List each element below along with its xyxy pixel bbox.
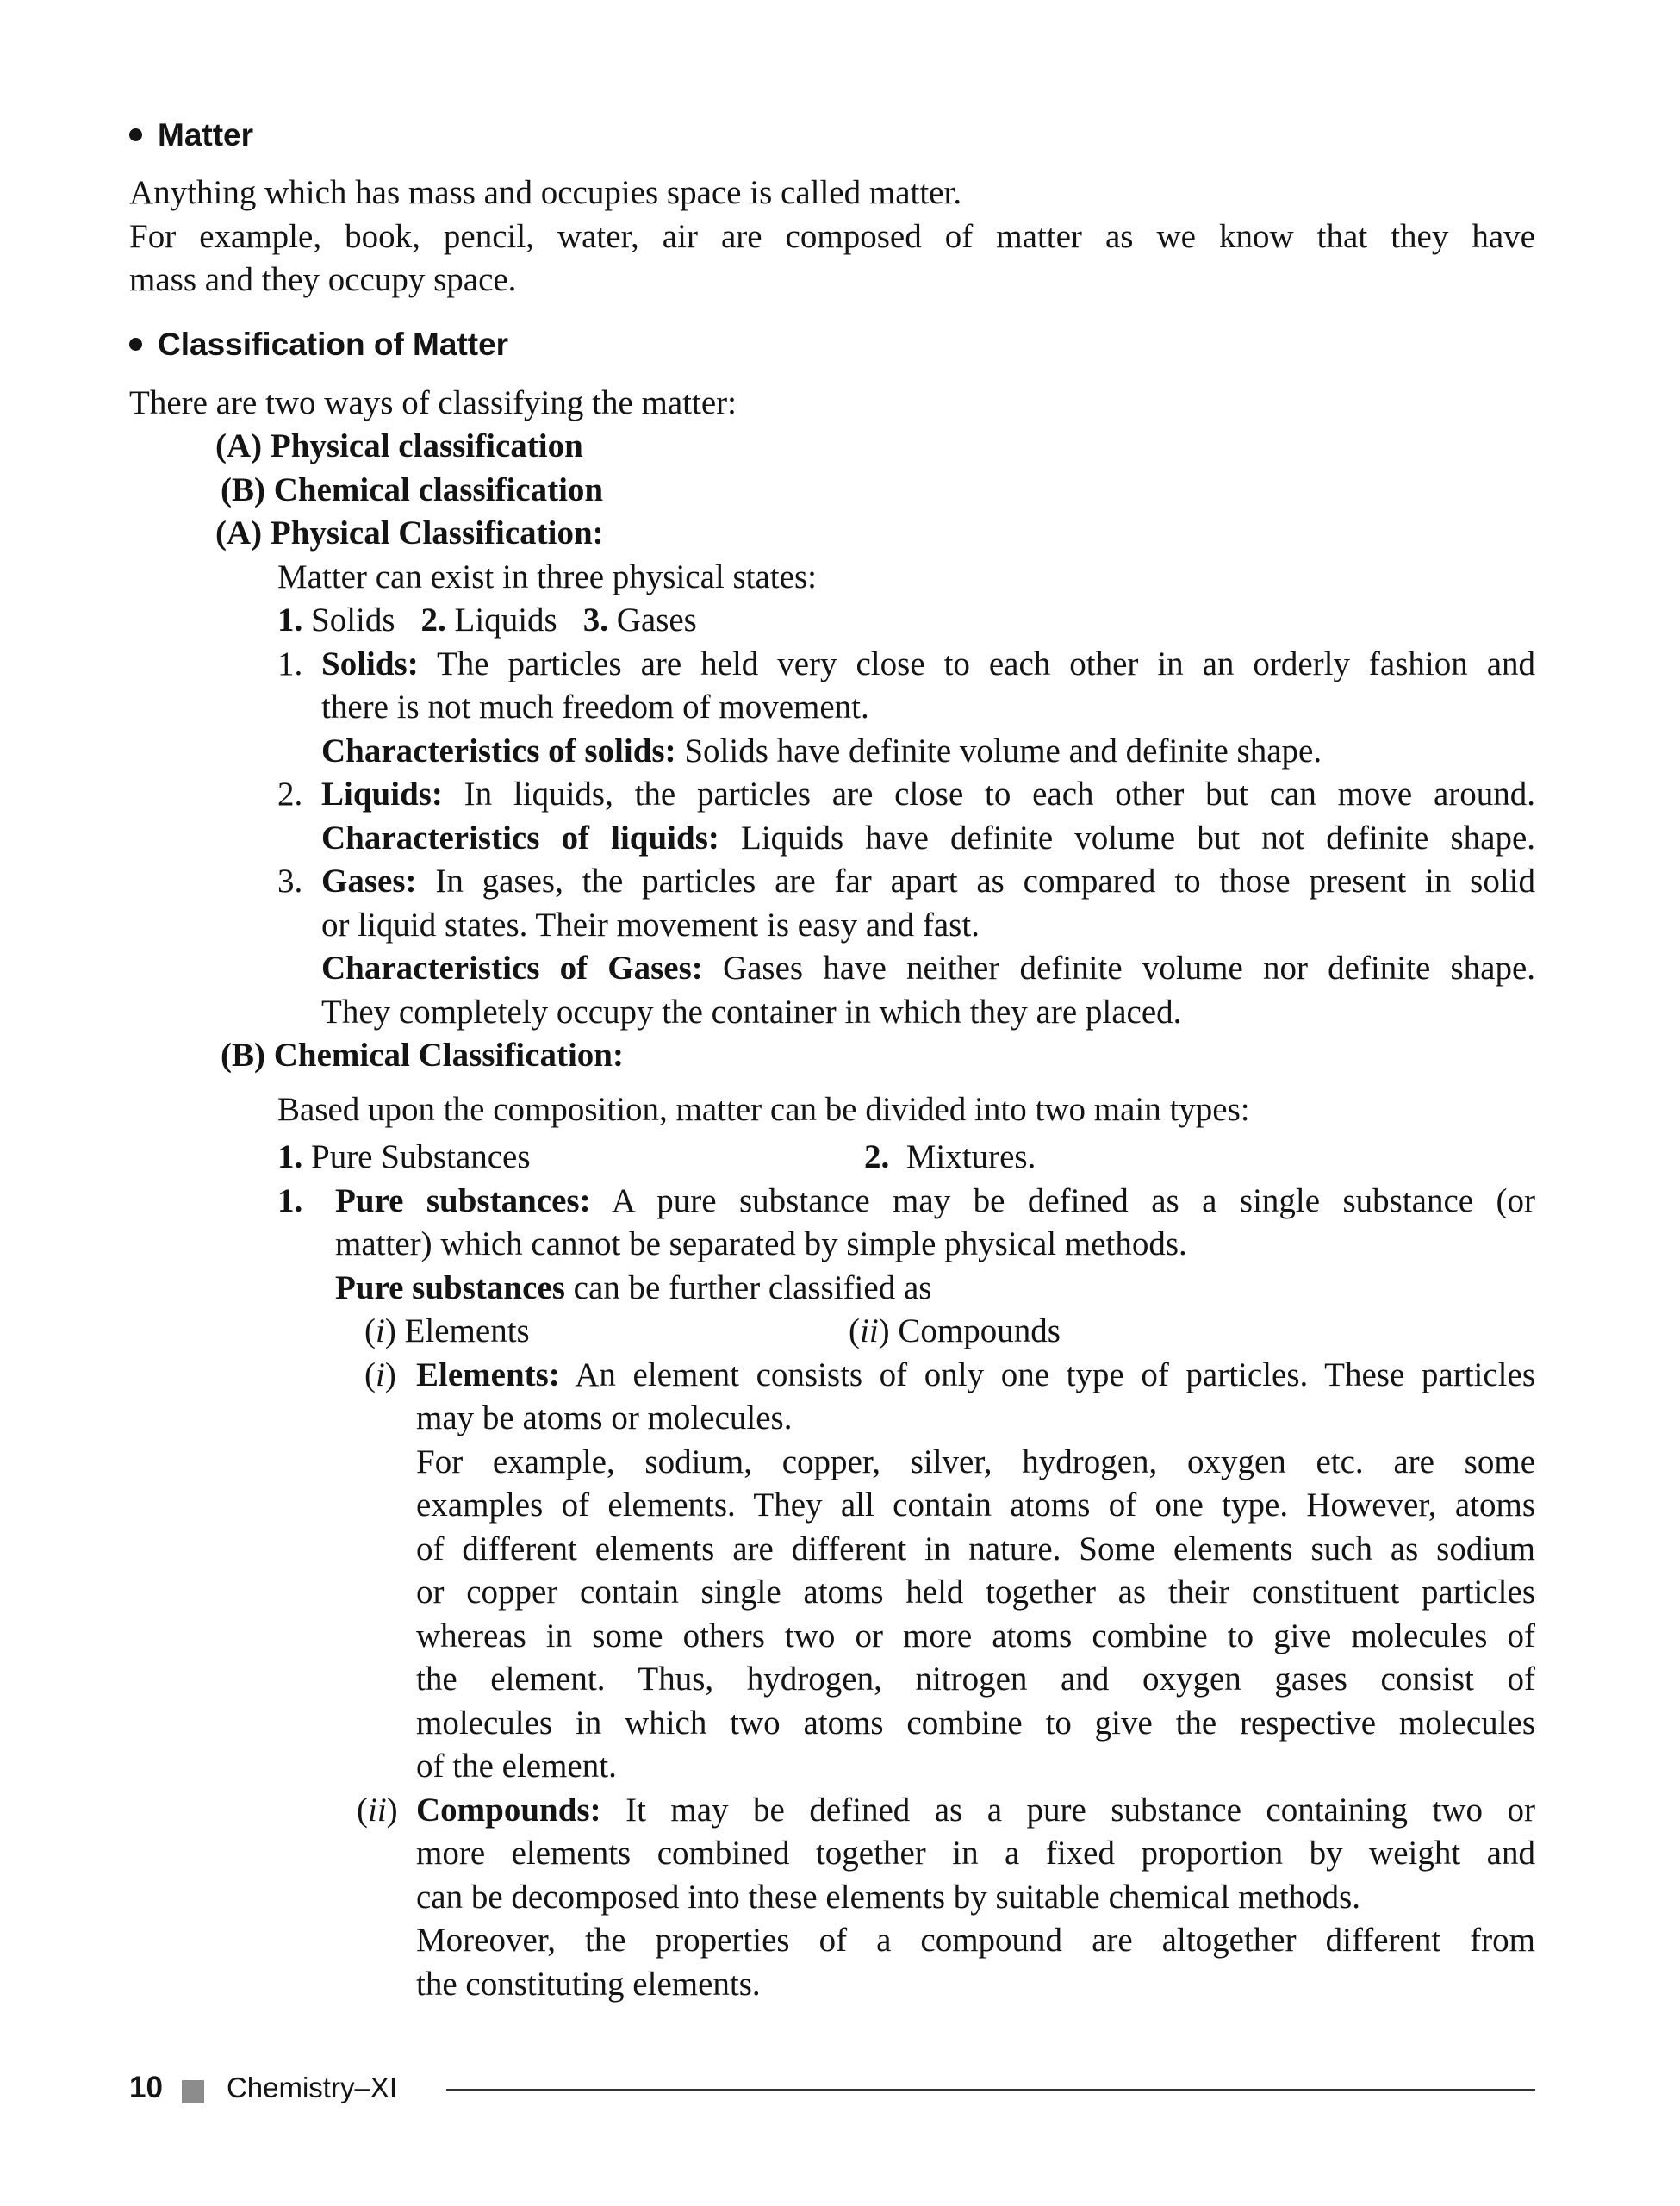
chemical-intro: Based upon the composition, matter can be divided into two main types: xyxy=(277,1091,1250,1128)
matter-example-line2: mass and they occupy space. xyxy=(129,261,517,298)
compounds-num: (ii) xyxy=(357,1792,398,1829)
bullet-icon xyxy=(129,128,142,141)
text: can be further classified as xyxy=(573,1269,932,1306)
chemical-classification-title xyxy=(221,1034,624,1077)
type-num: 1. xyxy=(277,1138,303,1175)
classification-intro: There are two ways of classifying the matter: xyxy=(129,384,737,421)
state-name: Solids xyxy=(311,601,395,639)
section-title: Physical Classification: xyxy=(270,514,604,552)
term: Solids: xyxy=(321,645,419,682)
elements-line: molecules in which two atoms combine to give the respective molecules xyxy=(416,1704,1535,1742)
text: A pure substance may be defined as a single substance (or xyxy=(611,1182,1535,1219)
physical-classification-title xyxy=(215,512,604,555)
solids-num: 1. xyxy=(277,645,303,682)
subtype-elements: (i) Elements xyxy=(364,1312,530,1349)
term: Gases: xyxy=(321,863,417,900)
elements-line: the element. Thus, hydrogen, nitrogen and oxygen gases consist of xyxy=(416,1661,1535,1698)
type-name: Mixtures. xyxy=(905,1138,1036,1175)
term: Characteristics of solids: xyxy=(321,732,676,770)
elements-num: (i) xyxy=(364,1356,396,1393)
state-num: 1. xyxy=(277,601,303,639)
matter-definition: Anything which has mass and occupies space is called matter. xyxy=(129,174,962,211)
way-chemical xyxy=(221,469,603,512)
elements-line: whereas in some others two or more atoms combine to give molecules of xyxy=(416,1617,1535,1654)
pure-line2: matter) which cannot be separated by simple physical methods. xyxy=(335,1225,1187,1262)
way-text: Physical classification xyxy=(270,427,583,464)
compounds-line xyxy=(416,1789,1535,1832)
gases-line2: or liquid states. Their movement is easy and fast. xyxy=(321,907,980,944)
compounds-line: the constituting elements. xyxy=(416,1966,761,2003)
subtype-num: i xyxy=(376,1312,385,1349)
term: Elements: xyxy=(416,1356,560,1393)
gases-characteristics-line2: They completely occupy the container in which they are placed. xyxy=(321,994,1182,1031)
pure-line1 xyxy=(335,1180,1535,1223)
elements-line: of the element. xyxy=(416,1748,617,1785)
num: i xyxy=(376,1356,385,1393)
term: Liquids: xyxy=(321,776,443,813)
liquids-line1 xyxy=(321,773,1535,816)
subtype-compounds: (ii) Compounds xyxy=(849,1312,1061,1349)
type-mixtures xyxy=(864,1136,1036,1179)
elements-line xyxy=(416,1354,1535,1397)
elements-line: examples of elements. They all contain atoms of one type. However, atoms xyxy=(416,1486,1535,1524)
text: It may be defined as a pure substance containing two or xyxy=(625,1792,1535,1829)
text: In gases, the particles are far apart as compared to those present in solid xyxy=(435,863,1535,900)
states-list xyxy=(277,599,697,642)
term: Pure substances xyxy=(335,1269,565,1306)
bullet-icon xyxy=(129,338,142,351)
page-number: 10 xyxy=(129,2071,163,2104)
compounds-line: more elements combined together in a fixed proportion by weight and xyxy=(416,1835,1535,1872)
section-label: (A) xyxy=(215,514,263,552)
section-heading-classification xyxy=(129,323,508,366)
page-footer xyxy=(129,2066,397,2109)
term: Characteristics of liquids: xyxy=(321,819,719,857)
physical-intro: Matter can exist in three physical states: xyxy=(277,558,817,595)
footer-rule xyxy=(446,2089,1535,2091)
subtype-name: Elements xyxy=(404,1312,530,1349)
text: An element consists of only one type of particles. These particles xyxy=(575,1356,1535,1393)
state-num: 3. xyxy=(582,601,608,639)
section-heading-matter xyxy=(129,114,253,157)
term: Compounds: xyxy=(416,1792,601,1829)
solids-line2: there is not much freedom of movement. xyxy=(321,689,869,726)
type-name: Pure Substances xyxy=(311,1138,531,1175)
subtype-num: ii xyxy=(860,1312,879,1349)
compounds-line: Moreover, the properties of a compound are altogether different from xyxy=(416,1922,1535,1959)
way-text: Chemical classification xyxy=(273,471,604,508)
elements-line: or copper contain single atoms held together as their constituent particles xyxy=(416,1573,1535,1611)
state-num: 2. xyxy=(420,601,446,639)
solids-line1 xyxy=(321,643,1535,686)
elements-line: of different elements are different in nature. Some elements such as sodium xyxy=(416,1530,1535,1567)
liquids-num: 2. xyxy=(277,776,303,813)
state-name: Liquids xyxy=(454,601,557,639)
heading-text: Classification of Matter xyxy=(158,327,509,362)
pure-num: 1. xyxy=(277,1182,303,1219)
heading-text: Matter xyxy=(158,117,254,153)
subtype-name: Compounds xyxy=(898,1312,1061,1349)
text: Gases have neither definite volume nor definite shape. xyxy=(722,950,1535,987)
elements-line: For example, sodium, copper, silver, hydrogen, oxygen etc. are some xyxy=(416,1443,1535,1480)
matter-example-line1: For example, book, pencil, water, air are composed of matter as we know that they have xyxy=(129,218,1535,255)
text: Liquids have definite volume but not definite shape. xyxy=(741,819,1535,857)
text: Solids have definite volume and definite shape. xyxy=(684,732,1322,770)
section-label: (B) xyxy=(221,1037,265,1074)
section-title: Chemical Classification: xyxy=(273,1037,624,1074)
state-name: Gases xyxy=(616,601,697,639)
liquids-characteristics xyxy=(321,817,1535,860)
type-pure-substances xyxy=(277,1136,531,1179)
gases-line1 xyxy=(321,860,1535,903)
term: Characteristics of Gases: xyxy=(321,950,703,987)
square-icon xyxy=(182,2080,204,2103)
type-num: 2. xyxy=(864,1138,890,1175)
compounds-line: can be decomposed into these elements by suitable chemical methods. xyxy=(416,1879,1360,1916)
solids-characteristics xyxy=(321,730,1322,773)
num: ii xyxy=(368,1792,387,1829)
text: The particles are held very close to each other in an orderly fashion and xyxy=(436,645,1535,682)
gases-num: 3. xyxy=(277,863,303,900)
way-label: (B) xyxy=(221,471,265,508)
way-label: (A) xyxy=(215,427,263,464)
book-title: Chemistry–XI xyxy=(226,2072,397,2103)
gases-characteristics xyxy=(321,947,1535,990)
way-physical xyxy=(215,425,583,468)
text: In liquids, the particles are close to each other but can move around. xyxy=(464,776,1535,813)
pure-further xyxy=(335,1267,931,1310)
term: Pure substances: xyxy=(335,1182,591,1219)
elements-line: may be atoms or molecules. xyxy=(416,1399,793,1436)
